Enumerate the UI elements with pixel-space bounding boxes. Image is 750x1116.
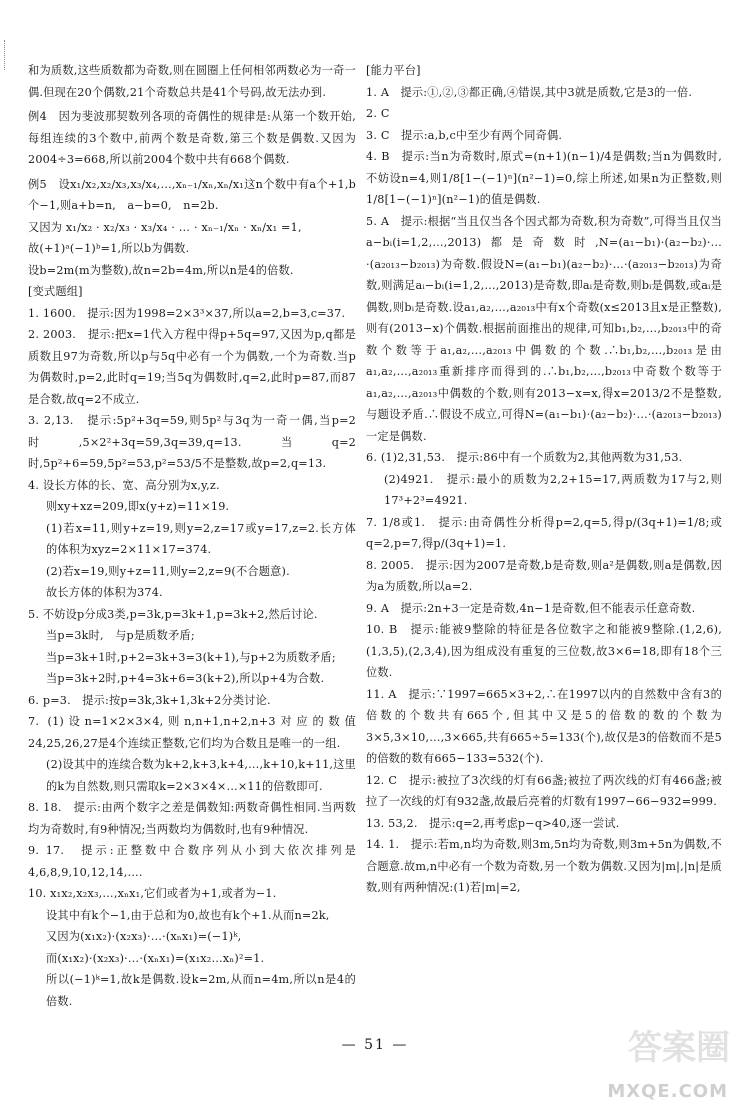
answer-line: 又因为(x₁x₂)·(x₂x₃)·…·(xₙx₁)=(−1)ᵏ, bbox=[46, 930, 242, 943]
answer-item: 7. (1)设n=1×2×3×4,则n,n+1,n+2,n+3对应的数值24,25,26,27是4个连续正整数,它们均为合数且是唯一的一组. bbox=[28, 715, 356, 750]
answer-item: 8. 18. 提示:由两个数字之差是偶数知:两数奇偶性相同.当两数均为奇数时,有9种情况;当两数均为偶数时,也有9种情况. bbox=[28, 801, 356, 836]
answer-item: 5. 不妨设p分成3类,p=3k,p=3k+1,p=3k+2,然后讨论. bbox=[28, 607, 318, 621]
answer-item: 9. 17. 提示:正整数中合数序列从小到大依次排列是4,6,8,9,10,12,14,…. bbox=[28, 844, 356, 879]
answer-item: 3. C 提示:a,b,c中至少有两个同奇偶. bbox=[366, 128, 563, 142]
answer-item: 5. A 提示:根据“当且仅当各个因式都为奇数,积为奇数”,可得当且仅当a−bᵢ(i=1,2,…,2013)都是奇数时,N=(a₁−b₁)·(a₂−b₂)·…·(a₂₀₁₃−b₂₀₁₃)为奇数.假设N=(a₁−b₁)(a₂−b₂)·…·(a₂₀₁₃−b₂₀₁₃)为奇数,则满足aᵢ−bᵢ(i=1,2,…,2013)是奇数,即aᵢ是奇数,则bᵢ是偶数,或aᵢ是偶数,则bᵢ是奇数.设a₁,a₂,…,a₂₀₁₃中有x个奇数(x≤2013且x是正整数),则有(2013−x)个偶数.根据前面推出的规律,可知b₁,b₂,…,b₂₀₁₃中的奇数个数等于a₁,a₂,…,a₂₀₁₃中偶数的个数.∴b₁,b₂,…,b₂₀₁₃是由a₁,a₂,…,a₂₀₁₃重新排序而得到的.∴b₁,b₂,…,b₂₀₁₃中奇数个数等于a₁,a₂,…,a₂₀₁₃中偶数的个数,则有2013−x=x,得x=2013/2不是整数,与题设矛盾.∴假设不成立,可得N=(a₁−b₁)·(a₂−b₂)·…·(a₂₀₁₃−b₂₀₁₃)一定是偶数. bbox=[366, 214, 722, 443]
watermark-logo bbox=[576, 1014, 736, 1110]
answer-line: (1)若x=11,则y+z=19,则y=2,z=17或y=17,z=2.长方体的体积为xyz=2×11×17=374. bbox=[46, 521, 356, 556]
answer-line: 所以(−1)ᵏ=1,故k是偶数.设k=2m,从而n=4m,所以n是4的倍数. bbox=[46, 973, 356, 1008]
answer-line: 设其中有k个−1,由于总和为0,故也有k个+1.从而n=2k, bbox=[46, 908, 330, 922]
answer-line: 当p=3k时, 与p是质数矛盾; bbox=[46, 629, 195, 642]
answer-item: 9. A 提示:2n+3一定是奇数,4n−1是奇数,但不能表示任意奇数. bbox=[366, 601, 696, 615]
answer-item: 12. C 提示:被拉了3次线的灯有66盏;被拉了两次线的灯有466盏;被拉了一次线的灯有932盏,故最后亮着的灯数有1997−66−932=999. bbox=[366, 773, 722, 808]
answer-item: 10. B 提示:能被9整除的特征是各位数字之和能被9整除.(1,2,6),(1,3,5),(2,3,4),因为组成没有重复的三位数,故3×6=18,即有18个三位数. bbox=[366, 623, 722, 679]
solution-line: 故(+1)ᵃ(−1)ᵇ=1,所以b为偶数. bbox=[28, 242, 190, 255]
answer-item: 4. B 提示:当n为奇数时,原式=(n+1)(n−1)/4是偶数;当n为偶数时,不妨设n=4,则1/8[1−(−1)ⁿ](n²−1)=0,综上所述,如果n为正整数,则1/8[1−(−1)ⁿ](n²−1)的值是偶数. bbox=[366, 150, 722, 206]
answer-line: (2)若x=19,则y+z=11,则y=2,z=9(不合题意). bbox=[46, 564, 290, 578]
example-4-solution: 例4 因为斐波那契数列各项的奇偶性的规律是:从第一个数开始,每组连续的3个数中,前两个数是奇数,第三个数是偶数.又因为2004÷3=668,所以前2004个数中共有668个偶数. bbox=[28, 110, 356, 166]
answer-line: 故长方体的体积为374. bbox=[46, 586, 163, 599]
left-column bbox=[28, 60, 356, 1012]
solution-line: 设b=2m(m为整数),故n=2b=4m,所以n是4的倍数. bbox=[28, 263, 294, 277]
answer-item: 2. C bbox=[366, 107, 390, 120]
answer-item: 3. 2,13. 提示:5p²+3q=59,则5p²与3q为一奇一偶,当p=2时,5×2²+3q=59,3q=39,q=13.当q=2时,5p²+6=59,5p²=53,p²=53/5不是整数,故p=2,q=13. bbox=[28, 414, 356, 470]
answer-line: (2)设其中的连续合数为k+2,k+3,k+4,…,k+10,k+11,这里的k为自然数,则只需取k=2×3×4×…×11的倍数即可. bbox=[46, 758, 356, 793]
answer-item: 11. A 提示:∵1997=665×3+2,∴在1997以内的自然数中含有3的倍数的个数共有665个,但其中又是5的倍数的数的个数为3×5,3×10,…,3×665,共有665÷5=133(个),故仅是3的倍数而不是5的倍数的数有665−133=532(个). bbox=[366, 687, 722, 765]
page-crease-mark bbox=[4, 40, 11, 70]
section-heading-variants: [变式题组] bbox=[28, 285, 83, 298]
answer-item: 14. 1. 提示:若m,n均为奇数,则3m,5n均为奇数,则3m+5n为偶数,不合题意.故m,n中必有一个数为奇数,另一个数为偶数.又因为|m|,|n|是质数,则有两种情况:(1)若|m|=2, bbox=[366, 838, 722, 894]
answer-item: 2. 2003. 提示:把x=1代入方程中得p+5q=97,又因为p,q都是质数且97为奇数,所以p与5q中必有一个为偶数,一个为奇数.当p为偶数时,p=2,此时q=19;当5q为偶数时,q=2,此时p=87,而87是合数,故q=2不成立. bbox=[28, 328, 356, 406]
solution-line: 又因为 x₁/x₂ · x₂/x₃ · x₃/x₄ · … · xₙ₋₁/xₙ · xₙ/x₁ =1, bbox=[28, 220, 302, 234]
solution-paragraph: 和为质数,这些质数都为奇数,则在圆圈上任何相邻两数必为一奇一偶.但现在20个偶数,21个奇数总共是41个号码,故无法办到. bbox=[28, 64, 356, 99]
answer-line: (2)4921. 提示:最小的质数为2,2+15=17,两质数为17与2,则17³+2³=4921. bbox=[384, 472, 722, 507]
answer-line: 而(x₁x₂)·(x₂x₃)·…·(xₙx₁)=(x₁x₂…xₙ)²=1. bbox=[46, 951, 265, 965]
answer-item: 10. x₁x₂,x₂x₃,…,xₙx₁,它们或者为+1,或者为−1. bbox=[28, 887, 277, 900]
answer-item: 4. 设长方体的长、宽、高分别为x,y,z. bbox=[28, 478, 220, 492]
watermark-chinese-text: 答案圈 bbox=[628, 1028, 730, 1068]
page-number: — 51 — bbox=[341, 1037, 409, 1053]
answer-item: 1. 1600. 提示:因为1998=2×3³×37,所以a=2,b=3,c=37. bbox=[28, 306, 346, 320]
example-5-solution: 例5 设x₁/x₂,x₂/x₃,x₃/x₄,…,xₙ₋₁/xₙ,xₙ/x₁这n个数中有a个+1,b个−1,则a+b=n, a−b=0, n=2b. bbox=[28, 177, 356, 212]
answer-line: 则xy+xz=209,即x(y+z)=11×19. bbox=[46, 500, 230, 513]
watermark-latin-text: MXQE.COM bbox=[607, 1081, 728, 1102]
answer-item: 8. 2005. 提示:因为2007是奇数,b是奇数,则a²是偶数,则a是偶数,因为a为质数,所以a=2. bbox=[366, 558, 722, 593]
answer-line: 当p=3k+1时,p+2=3k+3=3(k+1),与p+2为质数矛盾; bbox=[46, 650, 336, 664]
section-heading-ability-platform: [能力平台] bbox=[366, 64, 421, 77]
answer-item: 13. 53,2. 提示:q=2,再考虑p−q>40,逐一尝试. bbox=[366, 816, 620, 830]
answer-item: 7. 1/8或1. 提示:由奇偶性分析得p=2,q=5,得p/(3q+1)=1/8;或q=2,p=7,得p/(3q+1)=1. bbox=[366, 515, 722, 550]
answer-item: 6. (1)2,31,53. 提示:86中有一个质数为2,其他两数为31,53. bbox=[366, 451, 683, 464]
right-column bbox=[366, 60, 722, 899]
answer-item: 1. A 提示:①,②,③都正确,④错误,其中3就是质数,它是3的一倍. bbox=[366, 85, 693, 99]
answer-line: 当p=3k+2时,p+4=3k+6=3(k+2),所以p+4为合数. bbox=[46, 672, 325, 685]
answer-item: 6. p=3. 提示:按p=3k,3k+1,3k+2分类讨论. bbox=[28, 693, 271, 707]
